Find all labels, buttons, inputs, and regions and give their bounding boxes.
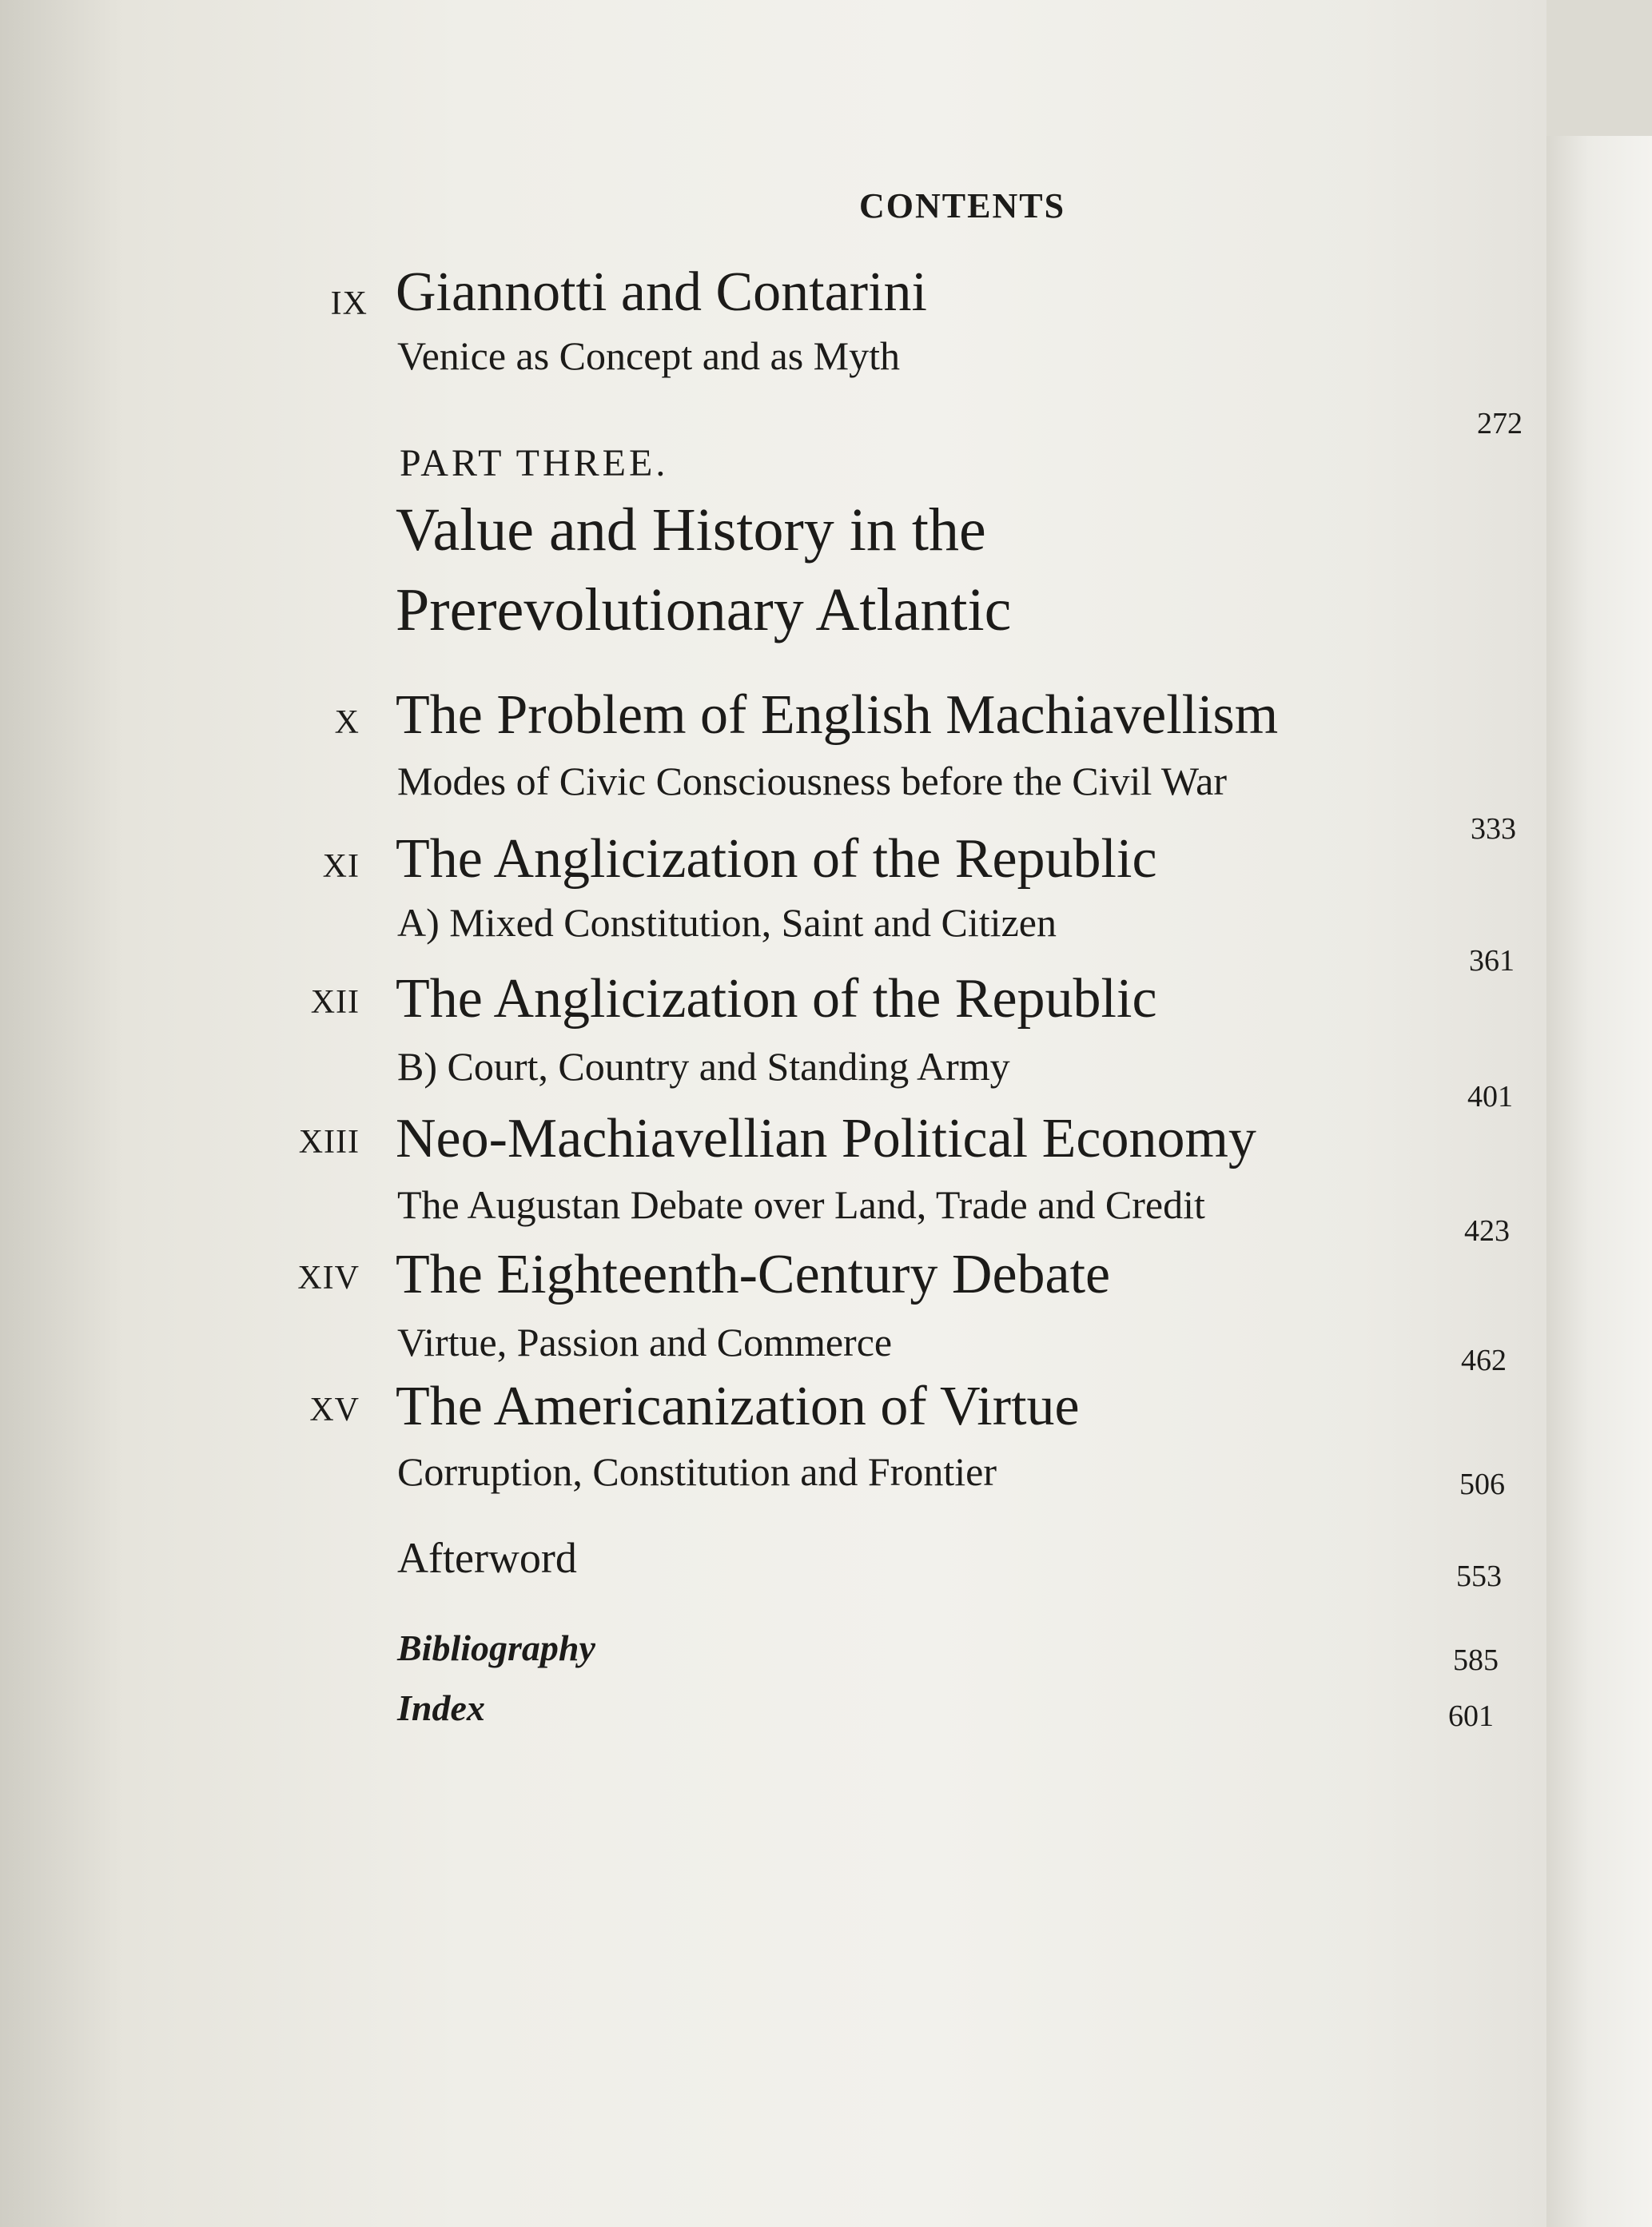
- chapter-subtitle: Modes of Civic Consciousness before the Civil War: [397, 759, 1227, 803]
- chapter-numeral: XV: [309, 1392, 360, 1428]
- chapter-numeral: XII: [310, 984, 360, 1021]
- page-number: 272: [1477, 407, 1523, 440]
- back-matter-title: Bibliography: [397, 1627, 595, 1668]
- page-number: 553: [1456, 1560, 1502, 1593]
- page-number: 506: [1459, 1468, 1505, 1501]
- chapter-subtitle: Corruption, Constitution and Frontier: [397, 1449, 997, 1494]
- chapter-subtitle: Virtue, Passion and Commerce: [397, 1320, 893, 1364]
- chapter-subtitle: The Augustan Debate over Land, Trade and Credit: [397, 1182, 1205, 1227]
- page-number: 361: [1469, 944, 1515, 978]
- chapter-title: Giannotti and Contarini: [396, 261, 927, 323]
- chapter-subtitle: [397, 1043, 1010, 1090]
- chapter-numeral: X: [334, 704, 360, 741]
- subtitle-prefix: B): [397, 1044, 437, 1089]
- subtitle-prefix: A): [397, 900, 440, 945]
- back-matter-title: Afterword: [397, 1534, 577, 1582]
- page-heading: CONTENTS: [859, 186, 1066, 225]
- chapter-title: Neo-Machiavellian Political Economy: [396, 1108, 1256, 1169]
- part-title-line1: Value and History in the: [396, 496, 986, 564]
- chapter-title: The Americanization of Virtue: [396, 1376, 1080, 1437]
- part-title-line2: Prerevolutionary Atlantic: [396, 576, 1012, 643]
- chapter-subtitle: Venice as Concept and as Myth: [397, 333, 901, 378]
- subtitle-text: Court, Country and Standing Army: [447, 1044, 1010, 1089]
- page-number: 333: [1471, 812, 1516, 846]
- part-label: PART THREE.: [400, 442, 669, 484]
- chapter-numeral: IX: [330, 285, 368, 322]
- chapter-title: The Eighteenth-Century Debate: [396, 1244, 1111, 1305]
- chapter-title: The Anglicization of the Republic: [396, 828, 1157, 890]
- page-number: 601: [1448, 1699, 1494, 1733]
- chapter-subtitle: [397, 899, 1057, 946]
- chapter-numeral: XIII: [298, 1124, 360, 1161]
- chapter-title: The Anglicization of the Republic: [396, 968, 1157, 1030]
- chapter-title: The Problem of English Machiavellism: [396, 684, 1279, 746]
- chapter-numeral: XIV: [297, 1260, 360, 1297]
- adjacent-page-edge: [1547, 136, 1652, 2227]
- page-number: 423: [1464, 1214, 1510, 1248]
- back-matter-title: Index: [397, 1687, 485, 1728]
- page-number: 401: [1467, 1080, 1513, 1114]
- chapter-numeral: XI: [322, 848, 360, 885]
- page-number: 585: [1453, 1643, 1499, 1677]
- page-number: 462: [1461, 1344, 1507, 1377]
- subtitle-text: Mixed Constitution, Saint and Citizen: [449, 900, 1057, 945]
